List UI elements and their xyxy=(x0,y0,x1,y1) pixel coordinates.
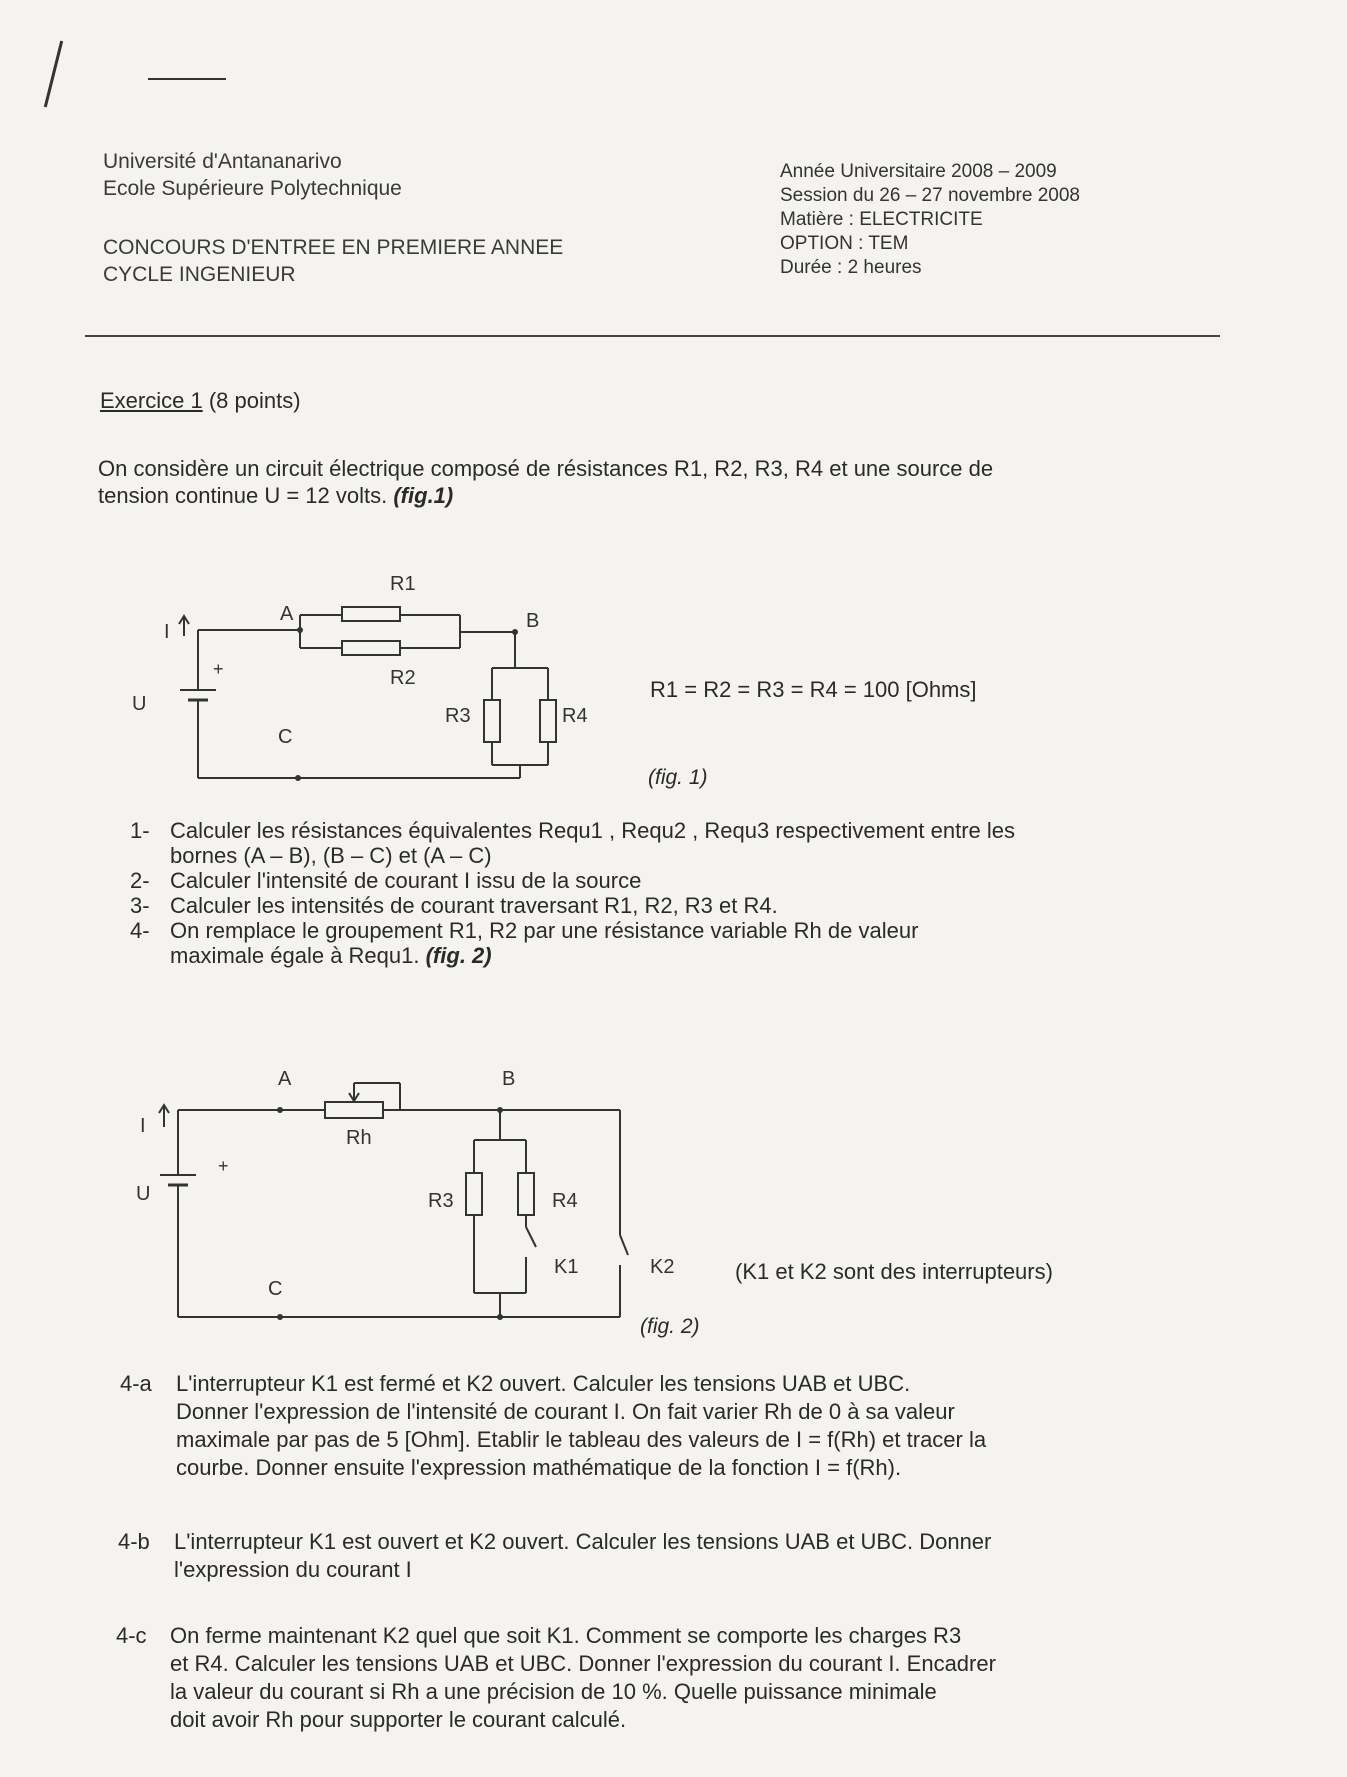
concours-title: CONCOURS D'ENTREE EN PREMIERE ANNEE xyxy=(103,236,564,259)
fig2-plus-sign: + xyxy=(218,1156,229,1176)
option: OPTION : TEM xyxy=(780,233,909,254)
subquestion-4b-number: 4-b xyxy=(118,1529,150,1554)
question-4-number: 4- xyxy=(130,918,150,943)
figure-2-circuit xyxy=(120,1055,730,1345)
subquestion-4c-line-3: la valeur du courant si Rh a une précision de 10 %. Quelle puissance minimale xyxy=(170,1679,937,1704)
subquestion-4c xyxy=(116,1622,1226,1734)
question-3-line-1: Calculer les intensités de courant traversant R1, R2, R3 et R4. xyxy=(170,893,778,918)
intro-line-1: On considère un circuit électrique composé de résistances R1, R2, R3, R4 et une source de xyxy=(98,456,994,481)
pen-dash-mark xyxy=(148,78,226,80)
academic-year: Année Universitaire 2008 – 2009 xyxy=(780,161,1057,182)
fig1-equation: R1 = R2 = R3 = R4 = 100 [Ohms] xyxy=(650,677,977,702)
fig2-switch-note: (K1 et K2 sont des interrupteurs) xyxy=(735,1259,1053,1284)
subquestion-4a-line-4: courbe. Donner ensuite l'expression mathématique de la fonction I = f(Rh). xyxy=(176,1455,902,1480)
cycle-title: CYCLE INGENIEUR xyxy=(103,263,296,286)
question-2-number: 2- xyxy=(130,868,150,893)
r2-resistor xyxy=(342,641,400,655)
question-2-line-1: Calculer l'intensité de courant I issu de la source xyxy=(170,868,642,893)
fig2-u-label: U xyxy=(136,1183,151,1205)
exercise-points: (8 points) xyxy=(208,388,301,413)
fig2-r4-label: R4 xyxy=(552,1190,578,1212)
subquestion-4a xyxy=(120,1370,1230,1482)
question-4-line-2: maximale égale à Requ1. xyxy=(170,943,420,968)
subquestion-4a-line-1: L'interrupteur K1 est fermé et K2 ouvert. Calculer les tensions UAB et UBC. xyxy=(176,1371,911,1396)
pen-stroke-mark xyxy=(44,41,63,108)
subquestion-4c-line-2: et R4. Calculer les tensions UAB et UBC. Donner l'expression du courant I. Encadrer xyxy=(170,1651,996,1676)
fig2-k1-label: K1 xyxy=(554,1256,579,1278)
r1-resistor xyxy=(342,607,400,621)
header-divider xyxy=(85,335,1220,337)
session-info xyxy=(780,160,1080,280)
university-name: Université d'Antananarivo xyxy=(103,150,342,173)
question-1-number: 1- xyxy=(130,818,150,843)
question-3-number: 3- xyxy=(130,893,150,918)
rh-resistor xyxy=(325,1102,383,1118)
fig2-k2-label: K2 xyxy=(650,1256,675,1278)
subquestion-4a-line-3: maximale par pas de 5 [Ohm]. Etablir le tableau des valeurs de I = f(Rh) et tracer la xyxy=(176,1427,987,1452)
fig2-r3-label: R3 xyxy=(428,1190,454,1212)
r4-resistor xyxy=(540,700,556,742)
university-header xyxy=(103,148,402,202)
fig1-r4-label: R4 xyxy=(562,705,588,727)
fig1-r1-label: R1 xyxy=(390,573,416,595)
question-4-line-1: On remplace le groupement R1, R2 par une résistance variable Rh de valeur xyxy=(170,918,919,943)
subquestion-4a-line-2: Donner l'expression de l'intensité de courant I. On fait varier Rh de 0 à sa valeur xyxy=(176,1399,955,1424)
fig2-rh-label: Rh xyxy=(346,1127,372,1149)
subquestion-4b-line-2: l'expression du courant I xyxy=(174,1557,412,1582)
fig2-node-b: B xyxy=(502,1068,516,1090)
fig1-r2-label: R2 xyxy=(390,667,416,689)
intro-line-2: tension continue U = 12 volts. xyxy=(98,483,388,508)
fig1-u-label: U xyxy=(132,693,147,715)
fig1-plus-sign: + xyxy=(213,659,224,679)
question-1-line-1: Calculer les résistances équivalentes Requ1 , Requ2 , Requ3 respectivement entre les xyxy=(170,818,1016,843)
fig2-r4-resistor xyxy=(518,1173,534,1215)
subquestion-4b-line-1: L'interrupteur K1 est ouvert et K2 ouvert. Calculer les tensions UAB et UBC. Donner xyxy=(174,1529,992,1554)
fig2-caption: (fig. 2) xyxy=(640,1315,700,1338)
question-3 xyxy=(130,893,1210,918)
session-dates: Session du 26 – 27 novembre 2008 xyxy=(780,185,1080,206)
fig1-caption: (fig. 1) xyxy=(648,766,708,789)
fig2-node-a: A xyxy=(278,1068,292,1090)
exercise-title: Exercice 1 xyxy=(100,388,203,413)
fig1-r3-label: R3 xyxy=(445,705,471,727)
fig2-current-label: I xyxy=(140,1115,146,1137)
concours-header xyxy=(103,234,563,288)
question-1-line-2: bornes (A – B), (B – C) et (A – C) xyxy=(170,843,492,868)
fig1-node-a: A xyxy=(280,603,294,625)
fig1-node-c: C xyxy=(278,726,293,748)
subject: Matière : ELECTRICITE xyxy=(780,209,983,230)
fig1-current-label: I xyxy=(164,621,170,643)
question-2 xyxy=(130,868,1210,893)
subquestion-4b xyxy=(118,1528,1228,1584)
question-4 xyxy=(130,918,1210,968)
question-1 xyxy=(130,818,1210,868)
intro-fig-ref: (fig.1) xyxy=(393,483,454,508)
fig1-node-b: B xyxy=(526,610,540,632)
subquestion-4c-line-4: doit avoir Rh pour supporter le courant calculé. xyxy=(170,1707,627,1732)
subquestion-4a-number: 4-a xyxy=(120,1371,152,1396)
exercise-intro xyxy=(98,455,1248,509)
duration: Durée : 2 heures xyxy=(780,257,922,278)
exercise-heading xyxy=(100,388,301,414)
question-4-fig-ref: (fig. 2) xyxy=(425,943,492,968)
fig2-node-c: C xyxy=(268,1278,283,1300)
subquestion-4c-line-1: On ferme maintenant K2 quel que soit K1. Comment se comporte les charges R3 xyxy=(170,1623,962,1648)
figure-1-circuit xyxy=(120,570,640,800)
r3-resistor xyxy=(484,700,500,742)
subquestion-4c-number: 4-c xyxy=(116,1623,147,1648)
questions-list xyxy=(130,818,1210,968)
school-name: Ecole Supérieure Polytechnique xyxy=(103,177,402,200)
fig2-r3-resistor xyxy=(466,1173,482,1215)
